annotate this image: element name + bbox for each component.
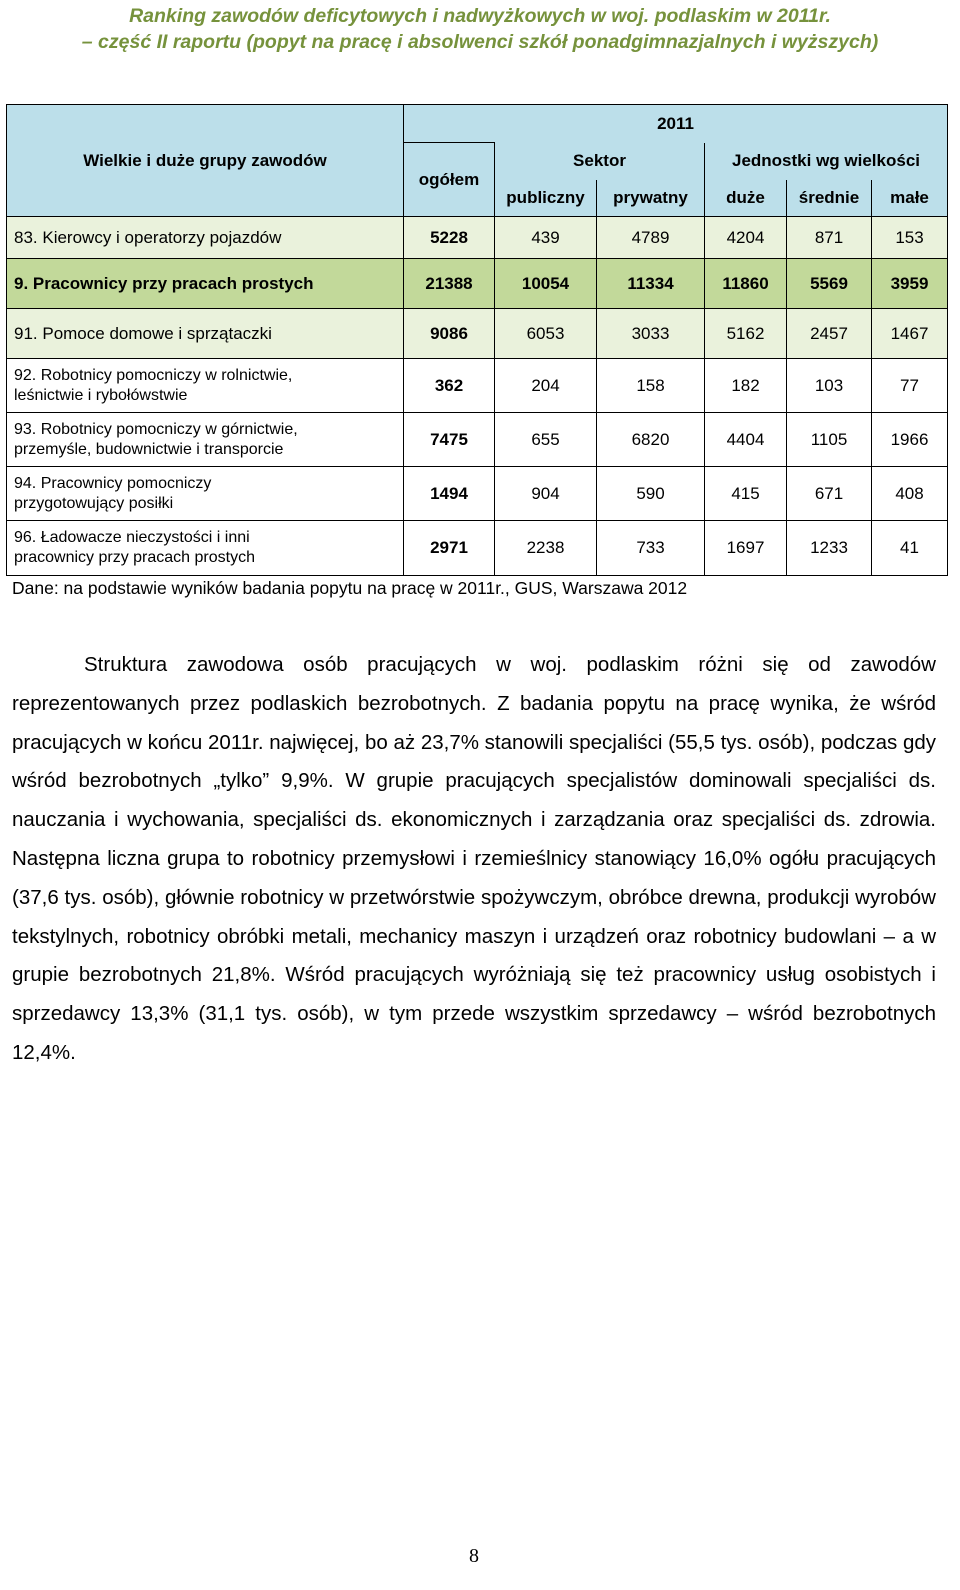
total-header: ogółem <box>404 143 495 217</box>
cell-medium: 1233 <box>787 521 872 576</box>
cell-total: 362 <box>404 359 495 413</box>
cell-large: 1697 <box>705 521 787 576</box>
year-header: 2011 <box>404 105 948 143</box>
occupations-table <box>6 104 948 576</box>
row-label: 92. Robotnicy pomocniczy w rolnictwie, leśnictwie i rybołówstwie <box>7 359 404 413</box>
size-header: Jednostki wg wielkości <box>705 143 948 180</box>
cell-public: 439 <box>495 217 597 259</box>
report-title: Ranking zawodów deficytowych i nadwyżkowych w woj. podlaskim w 2011r. <box>129 5 831 27</box>
cell-small: 41 <box>872 521 948 576</box>
cell-medium: 671 <box>787 467 872 521</box>
cell-total: 5228 <box>404 217 495 259</box>
table-row <box>7 521 948 576</box>
cell-large: 11860 <box>705 259 787 309</box>
cell-total: 2971 <box>404 521 495 576</box>
row-label: 96. Ładowacze nieczystości i inni pracownicy przy pracach prostych <box>7 521 404 576</box>
cell-private: 11334 <box>597 259 705 309</box>
cell-private: 4789 <box>597 217 705 259</box>
row-label: 94. Pracownicy pomocniczy przygotowujący posiłki <box>7 467 404 521</box>
col-header-public: publiczny <box>495 180 597 217</box>
paragraph-text: Struktura zawodowa osób pracujących w woj. podlaskim różni się od zawodów reprezentowanych przez podlaskich bezrobotnych. Z badania popytu na pracę wynika, że wśród pracujących w końcu 2011r. najwięcej, bo aż 23,7% stanowili specjaliści (55,5 tys. osób), podczas gdy wśród bezrobotnych „tylko” 9,9%. W grupie pracujących specjalistów dominowali specjaliści ds. nauczania i wychowania, specjaliści ds. ekonomicznych i zarządzania oraz specjaliści ds. zdrowia. Następna liczna grupa to robotnicy przemysłowi i rzemieślnicy stanowiący 16,0% ogółu pracujących (37,6 tys. osób), głównie robotnicy w przetwórstwie spożywczym, obróbce drewna, produkcji wyrobów tekstylnych, robotnicy obróbki metali, mechanicy maszyn i urządzeń oraz robotnicy budowlani – a w grupie bezrobotnych 21,8%. Wśród pracujących wyróżniają się też pracownicy usług osobistych i sprzedawcy 13,3% (31,1 tys. osób), w tym przede wszystkim sprzedawcy – wśród bezrobotnych 12,4%. <box>12 653 936 1064</box>
cell-public: 904 <box>495 467 597 521</box>
col-header-small: małe <box>872 180 948 217</box>
row-label: 9. Pracownicy przy pracach prostych <box>7 259 404 309</box>
cell-private: 3033 <box>597 309 705 359</box>
col-header-private: prywatny <box>597 180 705 217</box>
col-header-large: duże <box>705 180 787 217</box>
cell-private: 6820 <box>597 413 705 467</box>
cell-large: 4204 <box>705 217 787 259</box>
cell-small: 1966 <box>872 413 948 467</box>
cell-large: 5162 <box>705 309 787 359</box>
cell-small: 3959 <box>872 259 948 309</box>
sector-header: Sektor <box>495 143 705 180</box>
cell-small: 408 <box>872 467 948 521</box>
table-row <box>7 217 948 259</box>
col-header-medium: średnie <box>787 180 872 217</box>
group-header: Wielkie i duże grupy zawodów <box>7 105 404 217</box>
cell-total: 1494 <box>404 467 495 521</box>
cell-total: 7475 <box>404 413 495 467</box>
cell-large: 4404 <box>705 413 787 467</box>
cell-public: 204 <box>495 359 597 413</box>
row-label: 83. Kierowcy i operatorzy pojazdów <box>7 217 404 259</box>
cell-total: 9086 <box>404 309 495 359</box>
cell-small: 77 <box>872 359 948 413</box>
cell-medium: 5569 <box>787 259 872 309</box>
table-row <box>7 359 948 413</box>
cell-large: 415 <box>705 467 787 521</box>
cell-total: 21388 <box>404 259 495 309</box>
cell-small: 1467 <box>872 309 948 359</box>
row-label: 93. Robotnicy pomocniczy w górnictwie, przemyśle, budownictwie i transporcie <box>7 413 404 467</box>
cell-small: 153 <box>872 217 948 259</box>
cell-public: 2238 <box>495 521 597 576</box>
cell-private: 590 <box>597 467 705 521</box>
cell-medium: 871 <box>787 217 872 259</box>
cell-public: 6053 <box>495 309 597 359</box>
page-number: 8 <box>469 1545 479 1567</box>
table-source-note: Dane: na podstawie wyników badania popytu na pracę w 2011r., GUS, Warszawa 2012 <box>12 578 688 598</box>
report-subtitle: – część II raportu (popyt na pracę i absolwenci szkół ponadgimnazjalnych i wyższych) <box>81 31 879 53</box>
table-row <box>7 413 948 467</box>
cell-public: 10054 <box>495 259 597 309</box>
table-row <box>7 467 948 521</box>
cell-large: 182 <box>705 359 787 413</box>
row-label: 91. Pomoce domowe i sprzątaczki <box>7 309 404 359</box>
cell-public: 655 <box>495 413 597 467</box>
cell-medium: 103 <box>787 359 872 413</box>
table-row <box>7 309 948 359</box>
cell-private: 733 <box>597 521 705 576</box>
body-paragraph <box>12 646 936 1073</box>
cell-medium: 2457 <box>787 309 872 359</box>
cell-private: 158 <box>597 359 705 413</box>
cell-medium: 1105 <box>787 413 872 467</box>
table-row <box>7 259 948 309</box>
